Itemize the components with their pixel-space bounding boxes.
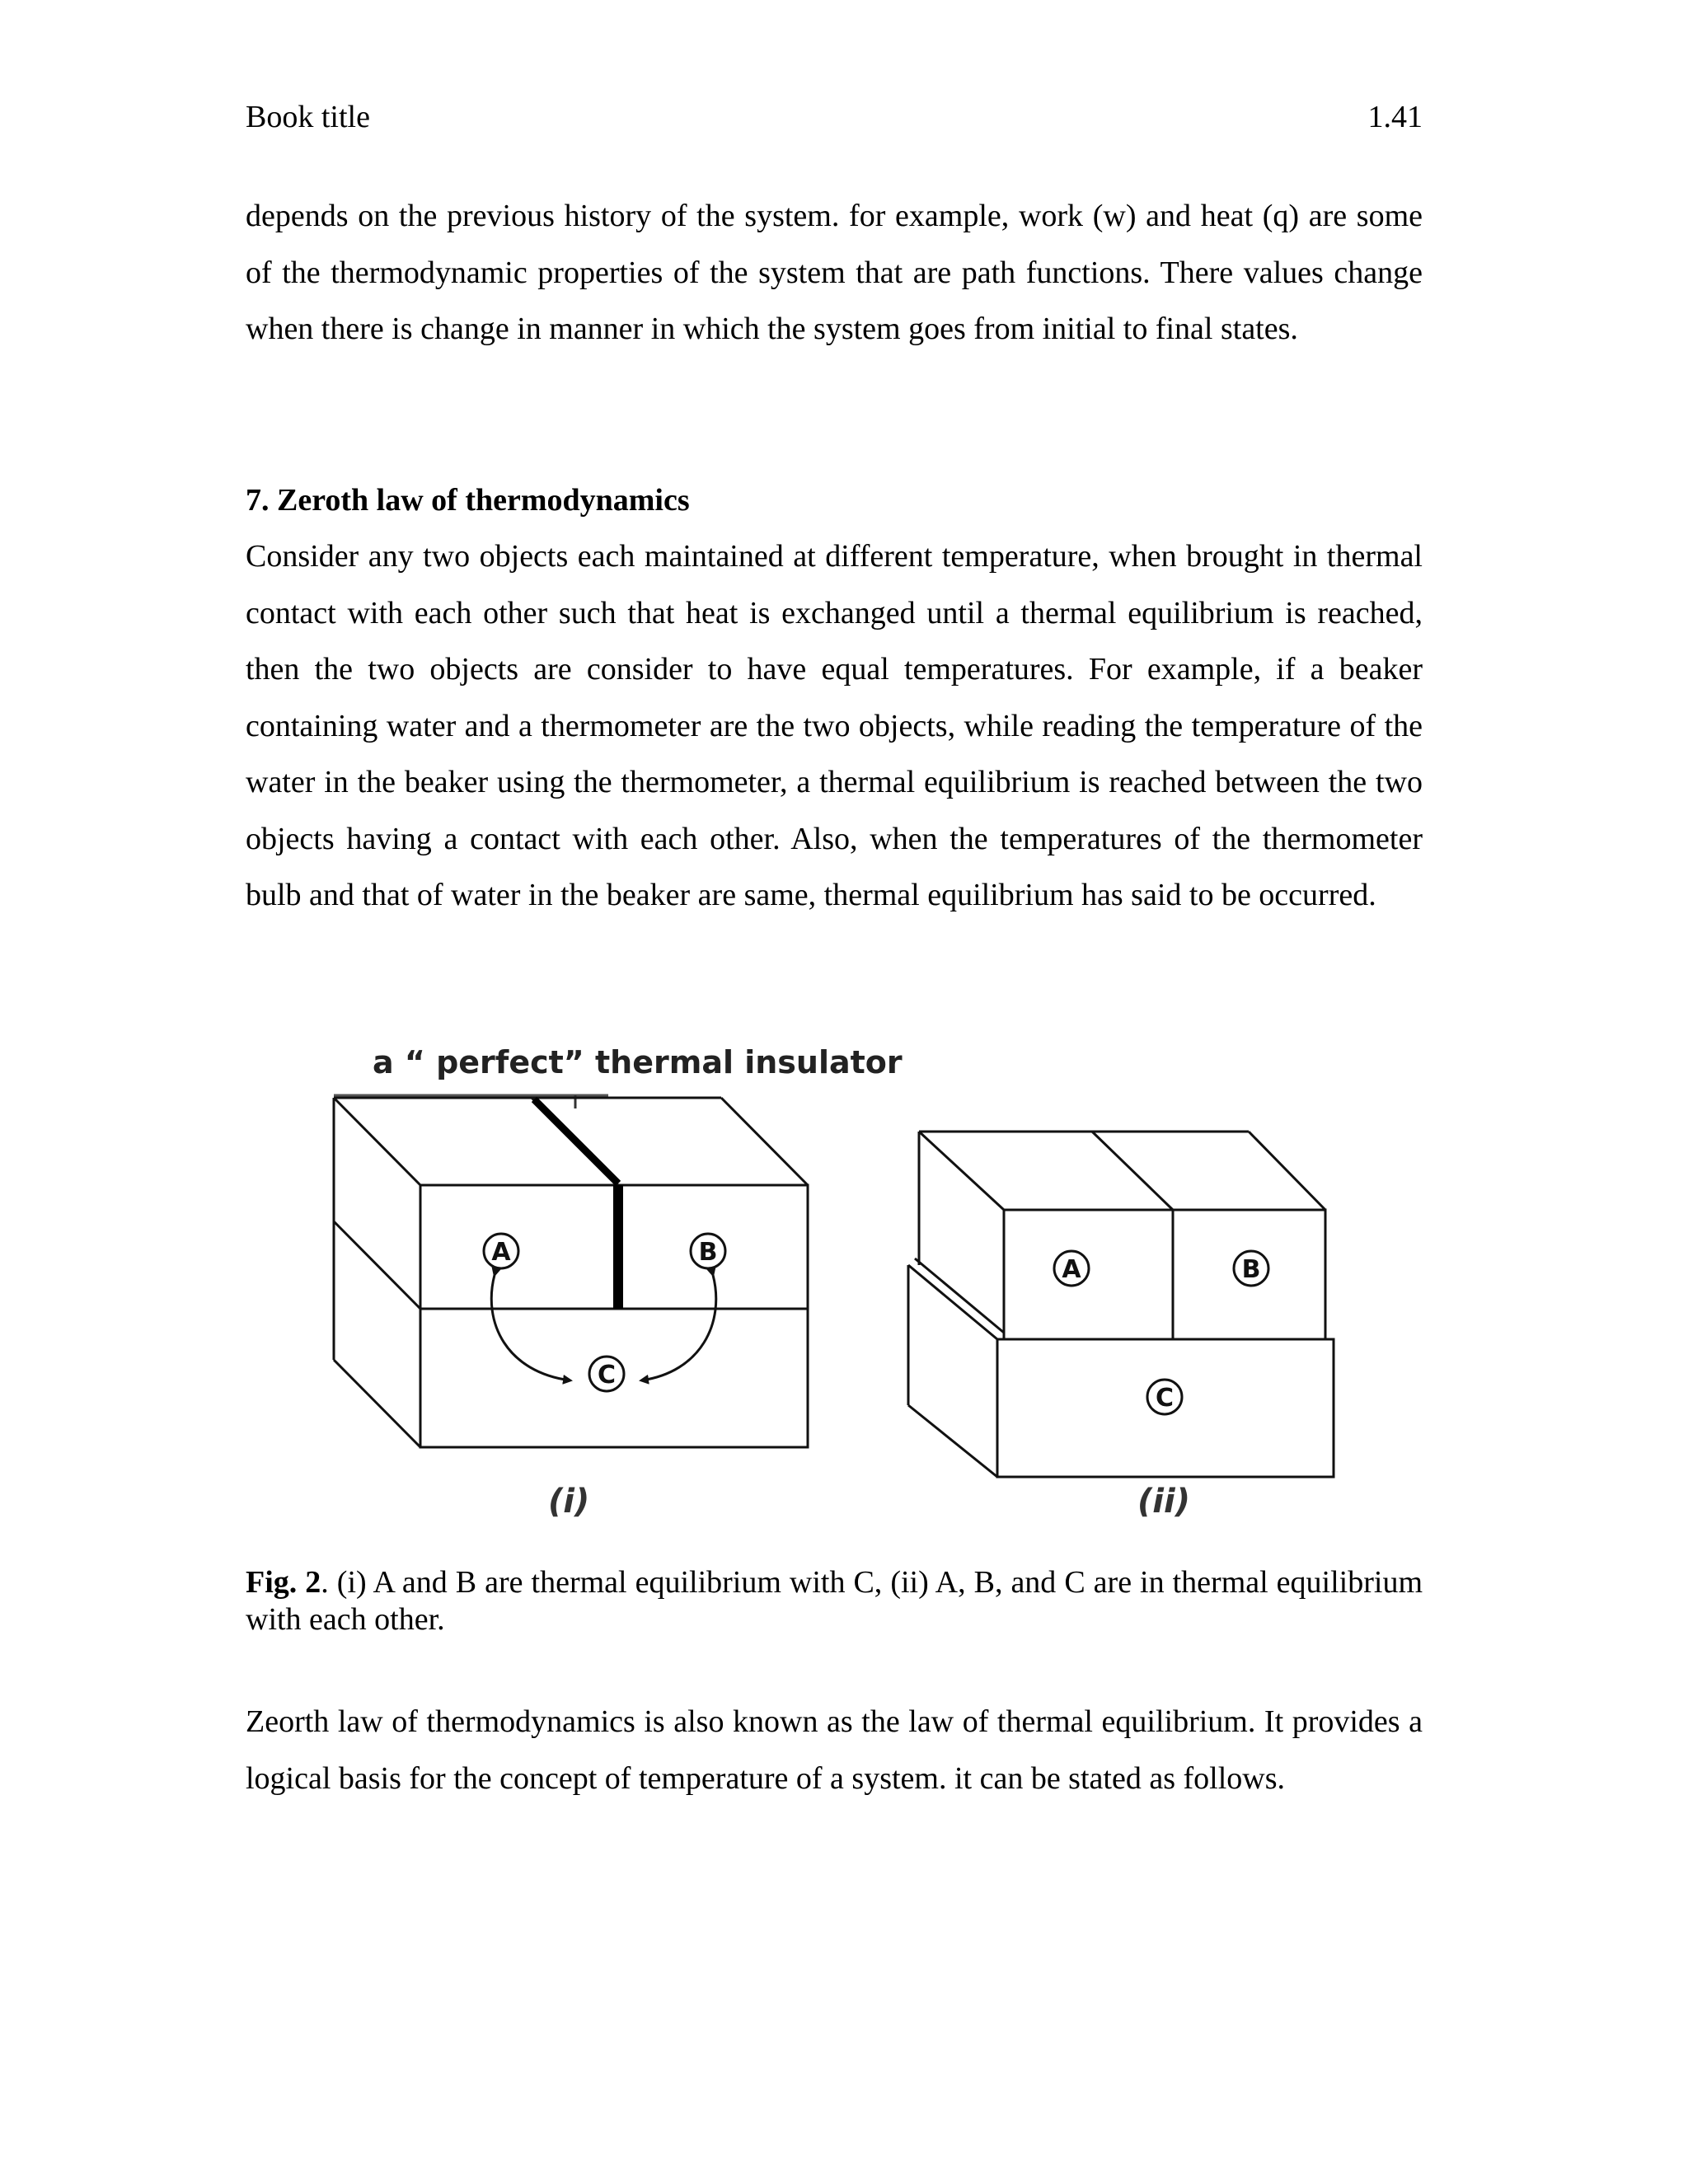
figure-diagram (321, 1034, 1360, 1537)
figure-caption (246, 1564, 1423, 1638)
circle-c-ii-letter: C (1155, 1384, 1175, 1413)
diagram-ii (908, 1132, 1334, 1477)
top-ii-middle-edge (1092, 1132, 1173, 1210)
circle-a-i-letter: A (491, 1238, 511, 1267)
circle-b-ii-letter: B (1241, 1255, 1261, 1284)
top-ii-left-edge (919, 1132, 1004, 1210)
top-ii-right-edge (1249, 1132, 1325, 1210)
circle-b-ii (1234, 1251, 1268, 1286)
box-a-top-edge-left (334, 1098, 420, 1185)
circle-b-i (691, 1234, 725, 1268)
arrow-b-c (641, 1275, 716, 1380)
side-ii-bottom-edge (908, 1405, 997, 1477)
page-header (246, 92, 1423, 142)
side-ii-top-edge-double (915, 1258, 1004, 1333)
circle-a-ii-letter: A (1062, 1255, 1081, 1284)
subfigure-i-label: (i) (548, 1483, 590, 1521)
subfigure-ii-label: (ii) (1137, 1483, 1190, 1521)
circle-c-i (589, 1357, 624, 1391)
section-heading: 7. Zeroth law of thermodynamics (246, 483, 690, 518)
intro-paragraph: depends on the previous history of the system. for example, work (w) and heat (q) are some of the thermodynamic properties of the system that are path functions. There values change when there is change in manner in which the system goes from initial to final states. (246, 199, 1423, 346)
box-a-front (420, 1185, 618, 1309)
insulator-label: a “ perfect” thermal insulator (373, 1044, 903, 1080)
figure-caption-text: . (i) A and B are thermal equilibrium with C, (ii) A, B, and C are in thermal equilibrium with each other. (246, 1565, 1423, 1637)
box-b-top-edge-right (721, 1098, 808, 1185)
diagram-i (334, 1098, 808, 1447)
circle-a-i (484, 1234, 518, 1268)
side-ii-top-edge (908, 1265, 997, 1339)
arrow-a-c (491, 1275, 570, 1380)
page-number: 1.41 (1367, 100, 1423, 134)
box-c-side-bottom (334, 1360, 420, 1447)
box-a-side-bottom (334, 1221, 420, 1309)
book-title: Book title (246, 100, 370, 134)
figure-caption-label: Fig. 2 (246, 1565, 321, 1600)
circle-c-i-letter: C (597, 1361, 617, 1390)
circle-b-i-letter: B (698, 1238, 718, 1267)
circle-a-ii (1054, 1251, 1089, 1286)
zeroth-law-paragraph: Consider any two objects each maintained at different temperature, when brought in thermal contact with each other such that heat is exchanged until a thermal equilibrium is reached, then the two objects are consider to have equal temperatures. For example, if a beaker containing water and a thermometer are the two objects, while reading the temperature of the water in the beaker using the thermometer, a thermal equilibrium is reached between the two objects having a contact with each other. Also, when the temperatures of the thermometer bulb and that of water in the beaker are same, thermal equilibrium has said to be occurred. (246, 539, 1423, 912)
closing-paragraph: Zeorth law of thermodynamics is also known as the law of thermal equilibrium. It provides a logical basis for the concept of temperature of a system. it can be stated as follows. (246, 1704, 1423, 1796)
circle-c-ii (1147, 1380, 1182, 1414)
figure-thermal-equilibrium (321, 1034, 1360, 1537)
box-b-top-edge (610, 1098, 808, 1185)
insulator-top (534, 1099, 618, 1183)
